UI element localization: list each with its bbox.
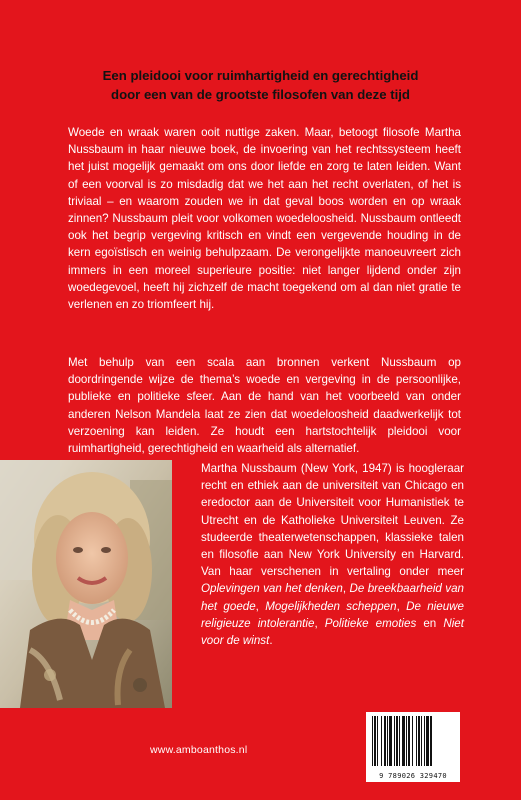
bio-title-3: Mogelijkheden scheppen <box>265 599 397 613</box>
barcode-bar <box>418 716 420 766</box>
tagline-line-1: Een pleidooi voor ruimhartigheid en gerechtigheid <box>102 68 419 83</box>
barcode-bar <box>394 716 395 766</box>
blurb-paragraph-1: Woede en wraak waren ooit nuttige zaken. Maar, betoogt filosofe Martha Nussbaum in haar nieuwe boek, de invoering van het rechtssysteem heeft het juist mogelijk gemaakt om ons door liefde en zorg te laten leiden. Want of een voorval is zo misdadig dat we het aan het recht overlaten, of het is triviaal – en waarom zouden we in dat geval boos worden en op wraak zinnen? Nussbaum pleit voor volkomen woedeloosheid. Nussbaum ontleedt ook het begrip vergeving kritisch en vindt een vergevende houding in de kern egoïstisch en weinig behulpzaam. De verongelijkte manoeuvreert zich immers in een moreel superieure positie: niet langer lijdend onder zijn woedegevoel, heeft hij zichzelf de macht toegekend om al dan niet gratie te verlenen en zo triomfeert hij. <box>68 126 461 312</box>
barcode-bar <box>384 716 386 766</box>
bio-title-1: Oplevingen van het denken <box>201 582 343 596</box>
isbn-number: 9 789026 329470 <box>379 772 447 780</box>
bio-title-5: Politieke emoties <box>324 616 417 630</box>
blurb-paragraph-2: Met behulp van een scala aan bronnen verkent Nussbaum op doordringende wijze de thema’s woede en vergeving in de persoonlijke, publieke en politieke sfeer. Aan de hand van het voorbeeld van onder anderen Nelson Mandela laat ze zien dat woedeloosheid daadwerkelijk tot verzoening kan leiden. Ze houdt een hartstochtelijk pleidooi voor ruimhartigheid, gerechtigheid en waarheid als alternatief. <box>68 356 461 456</box>
barcode-bar <box>430 716 432 766</box>
author-bio: Martha Nussbaum (New York, 1947) is hoogleraar recht en ethiek aan de universiteit van Chicago en eredoctor aan de Universiteit voor Humanistiek te Utrecht en de Katholieke Universiteit Leuven. Ze studeerde theaterwetenschappen, klassieke talen en filosofie aan New York University en Harvard. Van haar verschenen in vertaling onder meer Oplevingen van het denken, De breekbaarheid van het goede, Mogelijkheden scheppen, De nieuwe religieuze intolerantie, Politieke emoties en Niet voor de winst. <box>201 462 464 648</box>
bio-title-4: De nieuwe religieuze intolerantie <box>201 599 464 630</box>
barcode-bar <box>424 716 425 766</box>
publisher-website: www.amboanthos.nl <box>150 744 248 756</box>
barcode-bar <box>406 716 407 766</box>
author-photo <box>0 460 172 708</box>
isbn-barcode <box>366 712 460 782</box>
barcode-bar <box>396 716 398 766</box>
bio-title-6: Niet voor de winst <box>201 616 464 648</box>
barcode-bar <box>387 716 388 766</box>
barcode-bar <box>426 716 429 766</box>
barcode-bar <box>389 716 392 766</box>
barcode-bar <box>399 716 400 766</box>
bio-end: . <box>269 634 273 648</box>
bio-text: Martha Nussbaum (New York, 1947) is hoogleraar recht en ethiek aan de universiteit van Chicago en eredoctor aan de Universiteit voor Humanistiek te Utrecht en de Katholieke Universiteit Leuven. Ze studeerde theaterwetenschappen, klassieke talen en filosofie aan New York University en Harvard. Van haar verschenen in vertaling onder meer <box>201 462 464 579</box>
barcode-bar <box>408 716 410 766</box>
bio-conjunction: en <box>423 616 437 630</box>
barcode-bar <box>374 716 376 766</box>
barcode-bar <box>421 716 422 766</box>
barcode-bar <box>372 716 373 766</box>
barcode-bar <box>412 716 413 766</box>
bio-title-2: De breekbaarheid van het goede <box>201 582 464 613</box>
barcode-bar <box>377 716 378 766</box>
tagline <box>40 66 481 104</box>
barcode-bar <box>416 716 417 766</box>
barcode-bar <box>402 716 405 766</box>
tagline-line-2: door een van de grootste filosofen van deze tijd <box>111 87 410 102</box>
barcode-bar <box>381 716 382 766</box>
